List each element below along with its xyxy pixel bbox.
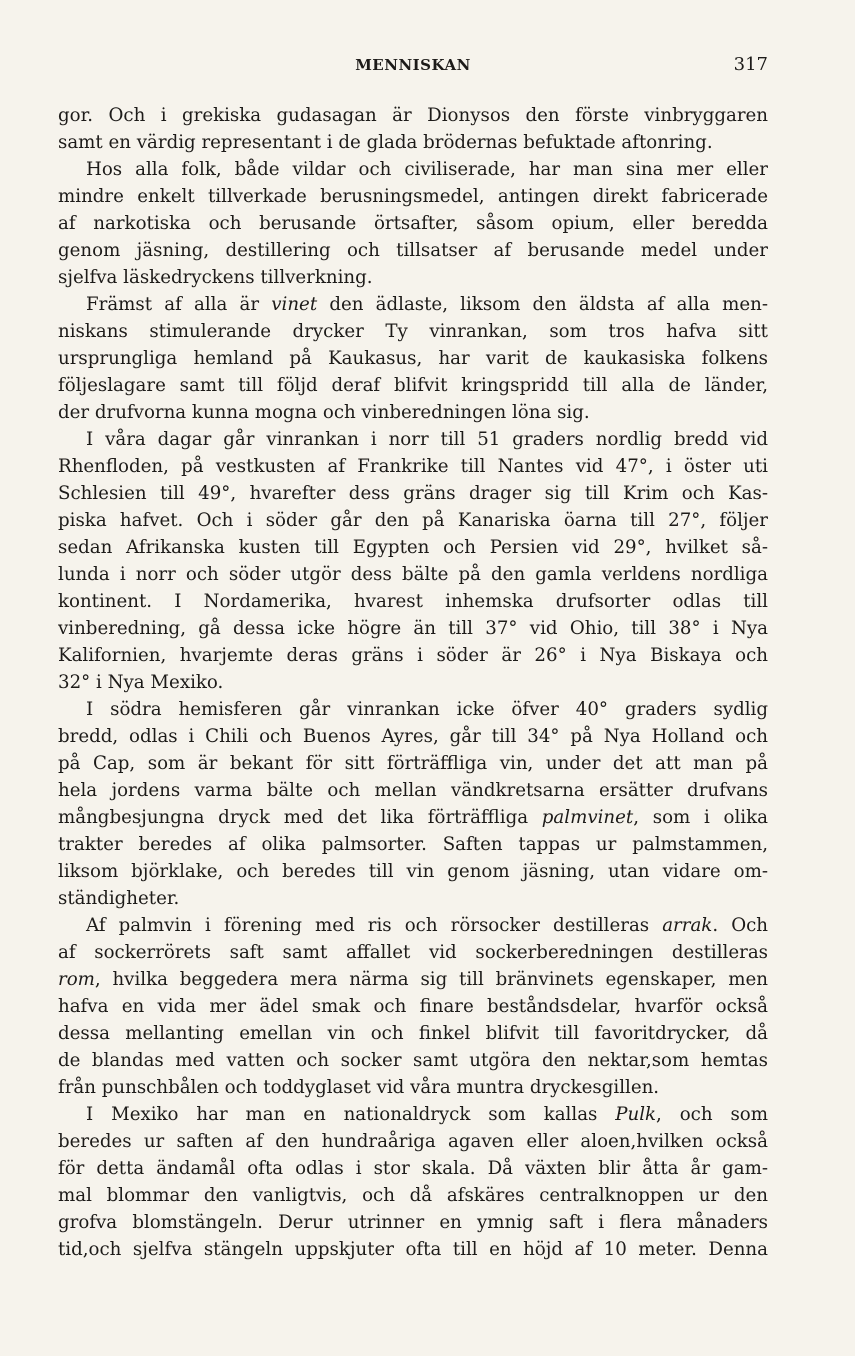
text-line: kontinent. I Nordamerika, hvarest inhemska drufsorter odlas till [58,591,768,612]
text-line: Schlesien till 49°, hvarefter dess gräns drager sig till Krim och Kas- [58,483,768,504]
text-line: niskans stimulerande drycker Ty vinrankan, som tros hafva sitt [58,321,768,342]
italic-term: rom [58,969,95,990]
text-line: dessa mellanting emellan vin och finkel blifvit till favoritdrycker, då [58,1023,768,1044]
text-line: der drufvorna kunna mogna och vinberedningen löna sig. [58,402,590,423]
text-line: tid,och sjelfva stängeln uppskjuter ofta till en höjd af 10 meter. Denna [58,1239,768,1260]
text-line: rom, hvilka beggedera mera närma sig till bränvinets egenskaper, men [58,969,768,990]
italic-term: Pulk [615,1104,657,1125]
italic-term: arrak [662,915,713,936]
text-line: I Mexiko har man en nationaldryck som kallas Pulk, och som [86,1104,768,1125]
text-line: af narkotiska och berusande örtsafter, såsom opium, eller beredda [58,213,768,234]
body-text [58,102,768,1263]
text-line: beredes ur saften af den hundraåriga agaven eller aloen,hvilken också [58,1131,768,1152]
book-page [58,56,768,1296]
text-line: på Cap, som är bekant för sitt förträffliga vin, under det att man på [58,753,768,774]
text-line: genom jäsning, destillering och tillsatser af berusande medel under [58,240,768,261]
text-line: grofva blomstängeln. Derur utrinner en ymnig saft i flera månaders [58,1212,768,1233]
text-line: sjelfva läskedryckens tillverkning. [58,267,373,288]
text-line: bredd, odlas i Chili och Buenos Ayres, går till 34° på Nya Holland och [58,726,768,747]
text-line: ursprungliga hemland på Kaukasus, har varit de kaukasiska folkens [58,348,768,369]
text-line: Af palmvin i förening med ris och rörsocker destilleras arrak. Och [86,915,768,936]
text-line: trakter beredes af olika palmsorter. Saften tappas ur palmstammen, [58,834,768,855]
text-line: för detta ändamål ofta odlas i stor skala. Då växten blir åtta år gam- [58,1158,768,1179]
text-line: piska hafvet. Och i söder går den på Kanariska öarna till 27°, följer [58,510,768,531]
italic-term: vinet [271,294,318,315]
text-line: vinberedning, gå dessa icke högre än till 37° vid Ohio, till 38° i Nya [58,618,768,639]
text-line: af sockerrörets saft samt affallet vid sockerberedningen destilleras [58,942,768,963]
text-line: de blandas med vatten och socker samt utgöra den nektar,som hemtas [58,1050,768,1071]
text-line: 32° i Nya Mexiko. [58,672,224,693]
text-line: mindre enkelt tillverkade berusningsmedel, antingen direkt fabricerade [58,186,768,207]
text-line: hela jordens varma bälte och mellan vändkretsarna ersätter drufvans [58,780,768,801]
text-line: I våra dagar går vinrankan i norr till 51 graders nordlig bredd vid [86,429,768,450]
text-line: ständigheter. [58,888,180,909]
text-line: hafva en vida mer ädel smak och finare beståndsdelar, hvarför också [58,996,768,1017]
text-line: Hos alla folk, både vildar och civiliserade, har man sina mer eller [86,159,768,180]
text-line: I södra hemisferen går vinrankan icke öfver 40° graders sydlig [86,699,768,720]
page-header [58,56,768,90]
text-line: från punschbålen och toddyglaset vid våra muntra dryckesgillen. [58,1077,660,1098]
text-line: mal blommar den vanligtvis, och då afskäres centralknoppen ur den [58,1185,768,1206]
text-line: mångbesjungna dryck med det lika förträffliga palmvinet, som i olika [58,807,768,828]
running-head: MENNISKAN [355,56,471,74]
page-number: 317 [733,54,768,75]
text-line: sedan Afrikanska kusten till Egypten och Persien vid 29°, hvilket så- [58,537,768,558]
text-line: samt en värdig representant i de glada brödernas befuktade aftonring. [58,132,713,153]
text-line: liksom björklake, och beredes till vin genom jäsning, utan vidare om- [58,861,768,882]
text-line: gor. Och i grekiska gudasagan är Dionysos den förste vinbryggaren [58,105,768,126]
italic-term: palmvinet [541,807,634,828]
text-line: följeslagare samt till följd deraf blifvit kringspridd till alla de länder, [58,375,768,396]
text-line: Kalifornien, hvarjemte deras gräns i söder är 26° i Nya Biskaya och [58,645,768,666]
text-line: lunda i norr och söder utgör dess bälte på den gamla verldens nordliga [58,564,768,585]
text-line: Främst af alla är vinet den ädlaste, liksom den äldsta af alla men- [86,294,768,315]
text-line: Rhenfloden, på vestkusten af Frankrike till Nantes vid 47°, i öster uti [58,456,768,477]
